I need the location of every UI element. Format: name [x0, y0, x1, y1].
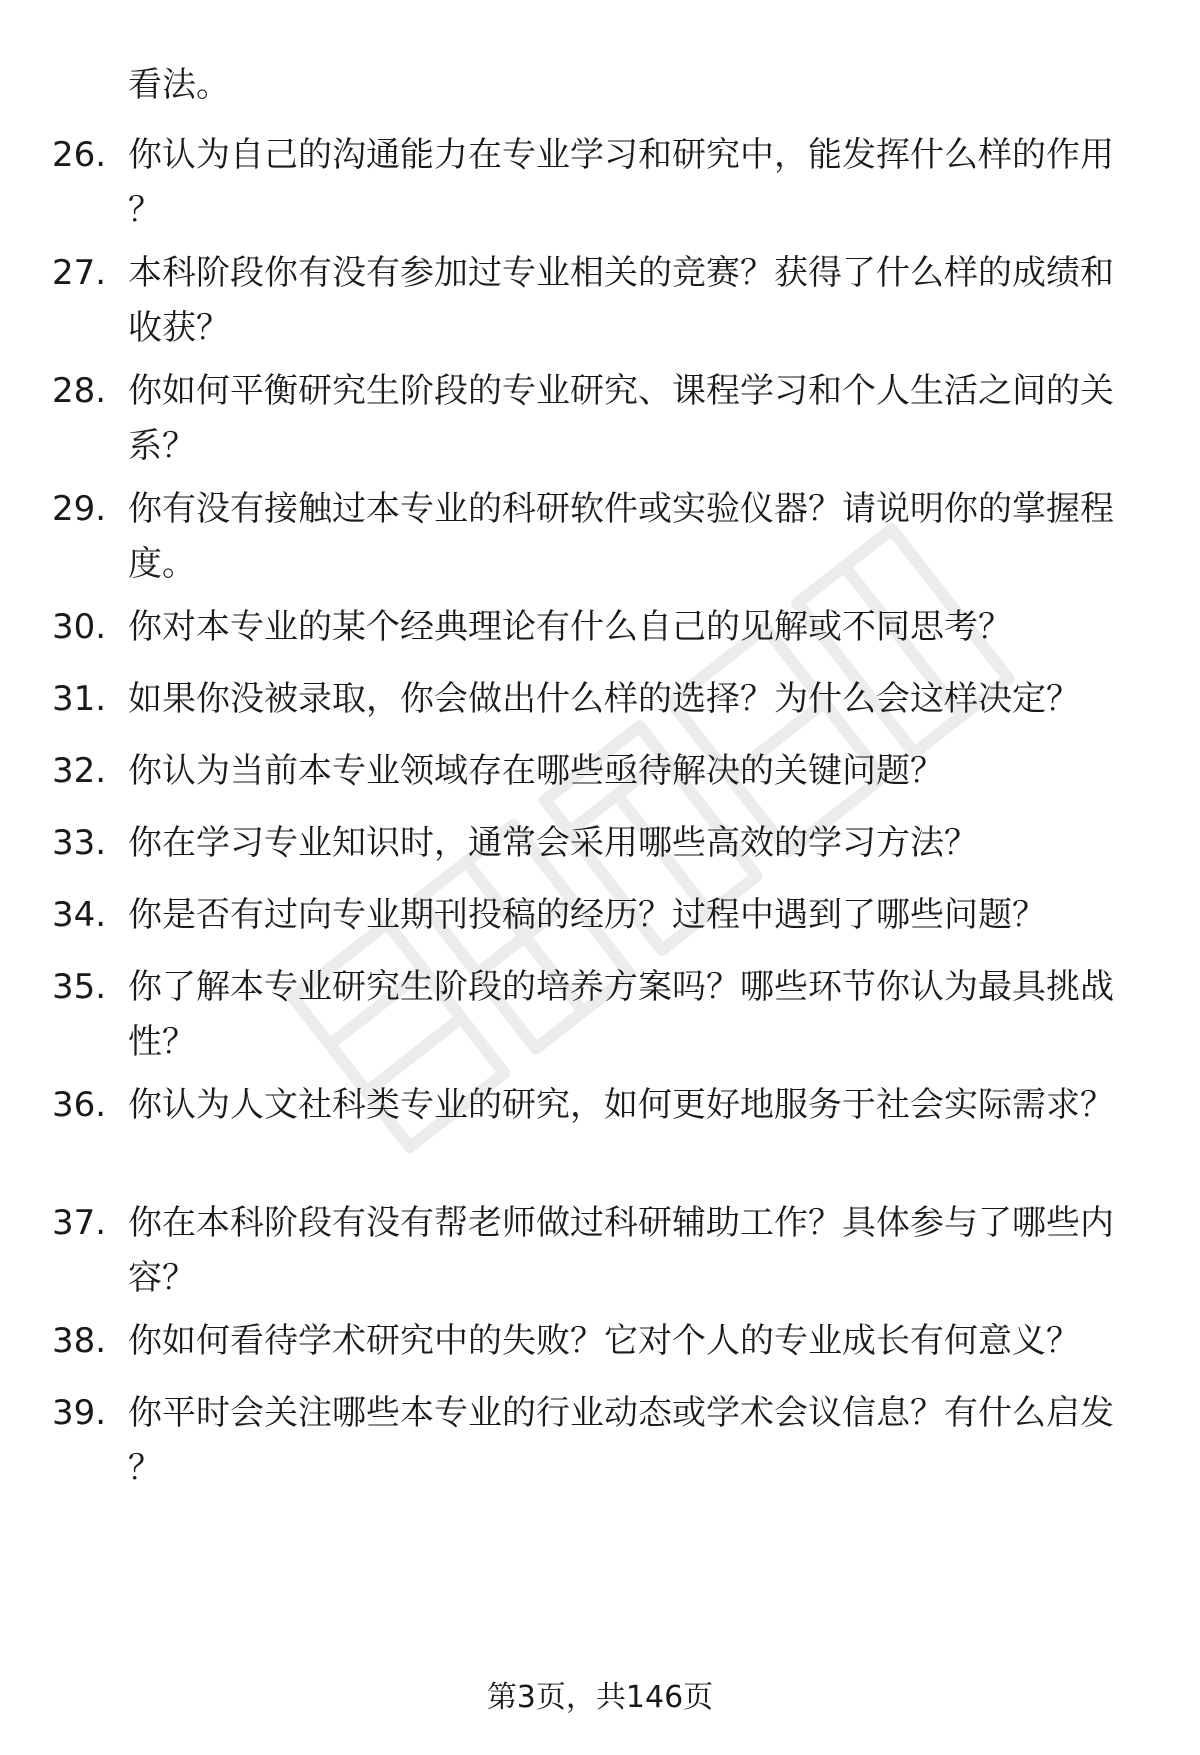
- question-number: 34.: [52, 895, 107, 935]
- question-number: 30.: [52, 607, 107, 647]
- question-number: 36.: [52, 1085, 107, 1125]
- question-text: 你了解本专业研究生阶段的培养方案吗？哪些环节你认为最具挑战性？: [128, 967, 1114, 1062]
- question-number: 38.: [52, 1321, 107, 1361]
- question-number: 31.: [52, 679, 107, 719]
- question-text: 你认为自己的沟通能力在专业学习和研究中，能发挥什么样的作用？: [128, 135, 1114, 230]
- question-number: 39.: [52, 1393, 107, 1433]
- question-number: 26.: [52, 135, 107, 175]
- question-text: 你认为当前本专业领域存在哪些亟待解决的关键问题？: [128, 751, 944, 791]
- question-number: 37.: [52, 1203, 107, 1243]
- question-number: 29.: [52, 489, 107, 529]
- question-text: 你如何平衡研究生阶段的专业研究、课程学习和个人生活之间的关系？: [128, 371, 1114, 466]
- question-number: 28.: [52, 371, 107, 411]
- question-text: 你认为人文社科类专业的研究，如何更好地服务于社会实际需求？: [128, 1085, 1114, 1125]
- question-number: 32.: [52, 751, 107, 791]
- question-text: 你有没有接触过本专业的科研软件或实验仪器？请说明你的掌握程度。: [128, 489, 1114, 584]
- question-text: 你在学习专业知识时，通常会采用哪些高效的学习方法？: [128, 823, 978, 863]
- question-text: 你在本科阶段有没有帮老师做过科研辅助工作？具体参与了哪些内容？: [128, 1203, 1114, 1298]
- question-text: 你平时会关注哪些本专业的行业动态或学术会议信息？有什么启发？: [128, 1393, 1114, 1488]
- question-number: 35.: [52, 967, 107, 1007]
- question-text: 如果你没被录取，你会做出什么样的选择？为什么会这样决定？: [128, 679, 1080, 719]
- question-number: 33.: [52, 823, 107, 863]
- question-text: 你是否有过向专业期刊投稿的经历？过程中遇到了哪些问题？: [128, 895, 1046, 935]
- question-text: 你如何看待学术研究中的失败？它对个人的专业成长有何意义？: [128, 1321, 1080, 1361]
- page-footer: 第3页，共146页: [486, 1680, 714, 1715]
- question-text: 本科阶段你有没有参加过专业相关的竞赛？获得了什么样的成绩和收获？: [128, 253, 1114, 348]
- continuation-text: 看法。: [128, 65, 230, 105]
- question-number: 27.: [52, 253, 107, 293]
- question-text: 你对本专业的某个经典理论有什么自己的见解或不同思考？: [128, 607, 1012, 647]
